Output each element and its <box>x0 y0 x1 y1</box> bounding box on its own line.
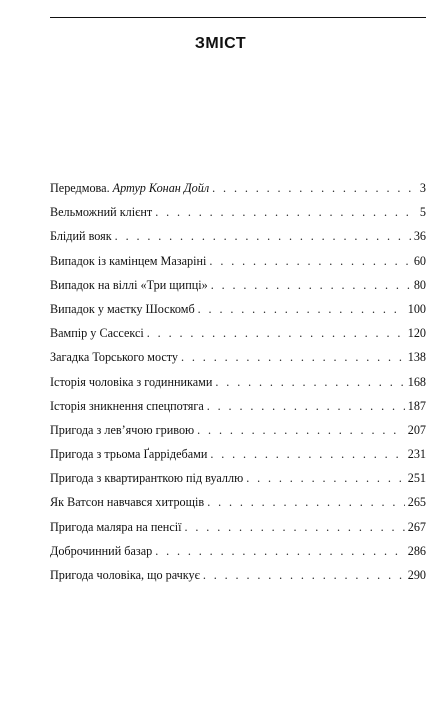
toc-entry-page: 265 <box>407 495 426 510</box>
toc-entry <box>50 543 426 567</box>
toc-entry-page: 120 <box>407 326 426 341</box>
toc-entry <box>50 349 426 373</box>
toc-entry-title: Як Ватсон навчався хитрощів <box>50 495 205 510</box>
dot-leader <box>115 228 411 244</box>
toc-entry-page: 3 <box>419 181 426 195</box>
page-title: ЗМІСТ <box>194 35 247 52</box>
toc-entry <box>50 325 426 349</box>
toc-entry <box>50 519 426 543</box>
toc-entry <box>50 228 426 252</box>
toc-entry-title: Пригода чоловіка, що рачкує <box>50 568 200 582</box>
toc-entry-title: Пригода з лев’ячою гривою <box>50 422 195 437</box>
toc-entry-title: Історія зникнення спецпотяга <box>50 398 204 413</box>
toc-entry-page: 36 <box>413 229 426 244</box>
toc-entry-title: Вельможний клієнт <box>50 205 153 220</box>
toc-entry-page: 5 <box>419 205 426 220</box>
toc-entry <box>50 301 426 325</box>
dot-leader <box>155 204 417 220</box>
dot-leader <box>215 374 404 390</box>
toc-entry <box>50 494 426 518</box>
toc-entry-page: 207 <box>407 422 426 437</box>
dot-leader <box>209 253 410 269</box>
table-of-contents <box>50 180 426 591</box>
toc-entry <box>50 398 426 422</box>
toc-entry-page: 60 <box>413 253 426 268</box>
toc-entry-page: 251 <box>407 471 426 486</box>
toc-entry-page: 138 <box>407 350 426 365</box>
dot-leader <box>246 470 405 486</box>
dot-leader <box>203 567 405 583</box>
toc-entry-title: Передмова. Артур Конан Дойл <box>50 181 210 195</box>
toc-entry <box>50 567 426 591</box>
dot-leader <box>147 325 405 341</box>
toc-entry-title: Пригода з трьома Ґаррідебами <box>50 447 208 462</box>
dot-leader <box>155 543 405 559</box>
dot-leader <box>211 277 411 293</box>
toc-entry <box>50 446 426 470</box>
toc-entry-title: Пригода маляра на пенсії <box>50 519 182 534</box>
toc-entry <box>50 422 426 446</box>
toc-entry <box>50 180 426 204</box>
toc-entry <box>50 253 426 277</box>
toc-entry-page: 231 <box>407 447 426 462</box>
toc-entry-title: Пригода з квартиранткою під вуаллю <box>50 471 244 486</box>
dot-leader <box>185 519 405 535</box>
toc-entry-title: Вампір у Сассексі <box>50 326 144 341</box>
dot-leader <box>207 494 405 510</box>
dot-leader <box>198 301 405 317</box>
toc-entry-title: Історія чоловіка з годинниками <box>50 374 213 389</box>
toc-entry-author: Артур Конан Дойл <box>112 181 210 195</box>
toc-entry-page: 286 <box>407 543 426 558</box>
toc-entry <box>50 277 426 301</box>
top-rule <box>50 17 426 18</box>
toc-entry-title: Доброчинний базар <box>50 543 153 558</box>
dot-leader <box>210 446 404 462</box>
toc-entry <box>50 470 426 494</box>
toc-entry-title: Випадок у маєтку Шоскомб <box>50 301 195 316</box>
toc-entry-title: Блідий вояк <box>50 229 112 244</box>
dot-leader <box>207 398 405 414</box>
toc-entry-page: 100 <box>407 301 426 316</box>
dot-leader <box>212 180 417 196</box>
toc-entry-page: 80 <box>413 277 426 292</box>
toc-entry-page: 267 <box>407 519 426 534</box>
toc-entry <box>50 374 426 398</box>
dot-leader <box>181 349 405 365</box>
toc-entry-page: 168 <box>407 374 426 389</box>
toc-entry-title: Випадок із камінцем Мазаріні <box>50 253 207 268</box>
dot-leader <box>197 422 405 438</box>
toc-entry-title: Загадка Торського мосту <box>50 350 179 365</box>
toc-entry <box>50 204 426 228</box>
toc-entry-title: Випадок на віллі «Три щипці» <box>50 277 208 292</box>
toc-entry-page: 187 <box>407 398 426 413</box>
toc-entry-page: 290 <box>407 568 426 582</box>
